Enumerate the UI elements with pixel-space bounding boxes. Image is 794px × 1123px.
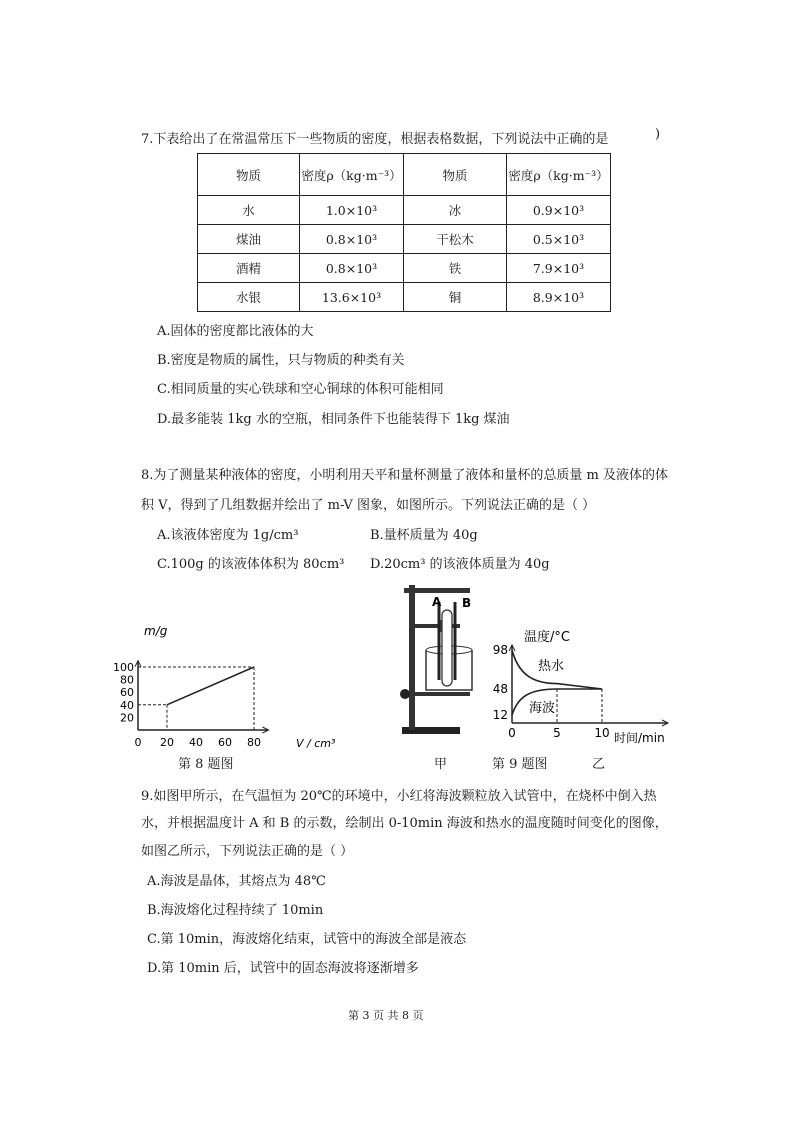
- q9-stem-line3: 如图乙所示，下列说法正确的是（ ）: [141, 844, 354, 859]
- clamp-screw: [400, 689, 410, 699]
- table-header-cell: 物质: [404, 154, 507, 196]
- q7-option-c: C.相同质量的实心铁球和空心铜球的体积可能相同: [157, 382, 444, 397]
- table-cell: 酒精: [198, 254, 300, 283]
- table-row: [198, 196, 611, 225]
- q9-option-d: D.第 10min 后，试管中的固态海波将逐渐增多: [147, 961, 419, 976]
- q8-option-b: B.量杯质量为 40g: [370, 528, 478, 543]
- table-cell: 铜: [404, 283, 507, 312]
- table-cell: 0.5×10³: [507, 225, 611, 254]
- q7-option-d: D.最多能装 1kg 水的空瓶，相同条件下也能装得下 1kg 煤油: [157, 412, 510, 427]
- table-cell: 0.9×10³: [507, 196, 611, 225]
- x-tick-label: 20: [160, 736, 174, 749]
- x-tick-label: 60: [218, 736, 232, 749]
- table-row: [198, 254, 611, 283]
- label-a: A: [432, 595, 442, 609]
- q9-stem-line2: 水，并根据温度计 A 和 B 的示数，绘制出 0-10min 海波和热水的温度随时间变化的图像，: [141, 816, 668, 831]
- stand-rod: [409, 585, 415, 730]
- y-tick-label: 100: [113, 661, 134, 674]
- data-line: [167, 667, 254, 705]
- series-label-hot-water: 热水: [538, 659, 565, 674]
- q7-option-a: A.固体的密度都比液体的大: [157, 324, 314, 339]
- x-tick-label: 80: [247, 736, 261, 749]
- table-header-cell: 密度ρ（kg·m⁻³）: [300, 154, 404, 196]
- x-tick-label: 0: [134, 736, 142, 749]
- fig9-caption-jia: 甲: [434, 757, 448, 772]
- q8-stem-line2: 积 V，得到了几组数据并绘出了 m-V 图象，如图所示。下列说法正确的是（ ）: [141, 498, 596, 513]
- table-cell: 13.6×10³: [300, 283, 404, 312]
- fig9-caption-yi: 乙: [592, 757, 606, 772]
- table-cell: 水银: [198, 283, 300, 312]
- fig9-caption: 第 9 题图: [492, 757, 548, 772]
- ring-support: [410, 692, 470, 696]
- x-tick-label: 40: [189, 736, 203, 749]
- x-tick-label: 0: [508, 726, 516, 740]
- y-tick-label: 20: [120, 711, 134, 725]
- table-row: [198, 283, 611, 312]
- q8-option-d: D.20cm³ 的该液体质量为 40g: [370, 557, 550, 572]
- table-cell: 水: [198, 196, 300, 225]
- table-row: [198, 225, 611, 254]
- y-tick-label: 60: [120, 686, 134, 700]
- mv-xlabel: V / cm³: [296, 737, 336, 750]
- temp-chart: [490, 625, 680, 750]
- table-header-cell: 物质: [198, 154, 300, 196]
- table-cell: 冰: [404, 196, 507, 225]
- q7-stem: 7.下表给出了在常温常压下一些物质的密度，根据表格数据，下列说法中正确的是: [141, 132, 609, 147]
- temp-xlabel: 时间/min: [614, 731, 665, 745]
- y-tick-label: 40: [120, 698, 134, 712]
- table-cell: 煤油: [198, 225, 300, 254]
- label-b: B: [462, 596, 472, 610]
- table-cell: 0.8×10³: [300, 225, 404, 254]
- q8-stem-line1: 8.为了测量某种液体的密度，小明利用天平和量杯测量了液体和量杯的总质量 m 及液体的体: [141, 468, 668, 483]
- y-tick-label: 80: [120, 673, 134, 687]
- table-cell: 1.0×10³: [300, 196, 404, 225]
- density-table: [197, 153, 611, 312]
- y-tick-label: 12: [492, 708, 508, 722]
- table-cell: 铁: [404, 254, 507, 283]
- q9-stem-line1: 9.如图甲所示，在气温恒为 20℃的环境中，小红将海波颗粒放入试管中，在烧杯中倒入热: [141, 789, 657, 804]
- q7-option-b: B.密度是物质的属性，只与物质的种类有关: [157, 353, 405, 368]
- mv-ylabel: m/g: [144, 624, 168, 638]
- fig8-caption: 第 8 题图: [178, 757, 234, 772]
- mv-chart: [110, 615, 350, 760]
- x-tick-label: 5: [553, 726, 561, 740]
- apparatus-diagram: [392, 580, 497, 745]
- table-cell: 0.8×10³: [300, 254, 404, 283]
- q9-option-a: A.海波是晶体，其熔点为 48℃: [147, 874, 326, 889]
- table-cell: 7.9×10³: [507, 254, 611, 283]
- table-cell: 8.9×10³: [507, 283, 611, 312]
- x-tick-label: 10: [594, 726, 610, 740]
- table-cell: 干松木: [404, 225, 507, 254]
- q8-option-c: C.100g 的该液体体积为 80cm³: [157, 557, 345, 572]
- clamp-arm-top: [404, 588, 470, 593]
- series-label-hypo: 海波: [529, 701, 556, 716]
- table-header-row: [198, 154, 611, 196]
- page-footer: 第 3 页 共 8 页: [348, 1009, 424, 1022]
- test-tube: [442, 610, 452, 686]
- y-tick-label: 98: [492, 643, 508, 657]
- temp-ylabel: 温度/°C: [524, 630, 570, 645]
- q7-paren: ): [655, 127, 661, 142]
- q8-option-a: A.该液体密度为 1g/cm³: [157, 528, 299, 543]
- table-header-cell: 密度ρ（kg·m⁻³）: [507, 154, 611, 196]
- y-tick-label: 48: [492, 682, 508, 696]
- q9-option-c: C.第 10min，海波熔化结束，试管中的海波全部是液态: [147, 932, 467, 947]
- q9-option-b: B.海波熔化过程持续了 10min: [147, 903, 324, 918]
